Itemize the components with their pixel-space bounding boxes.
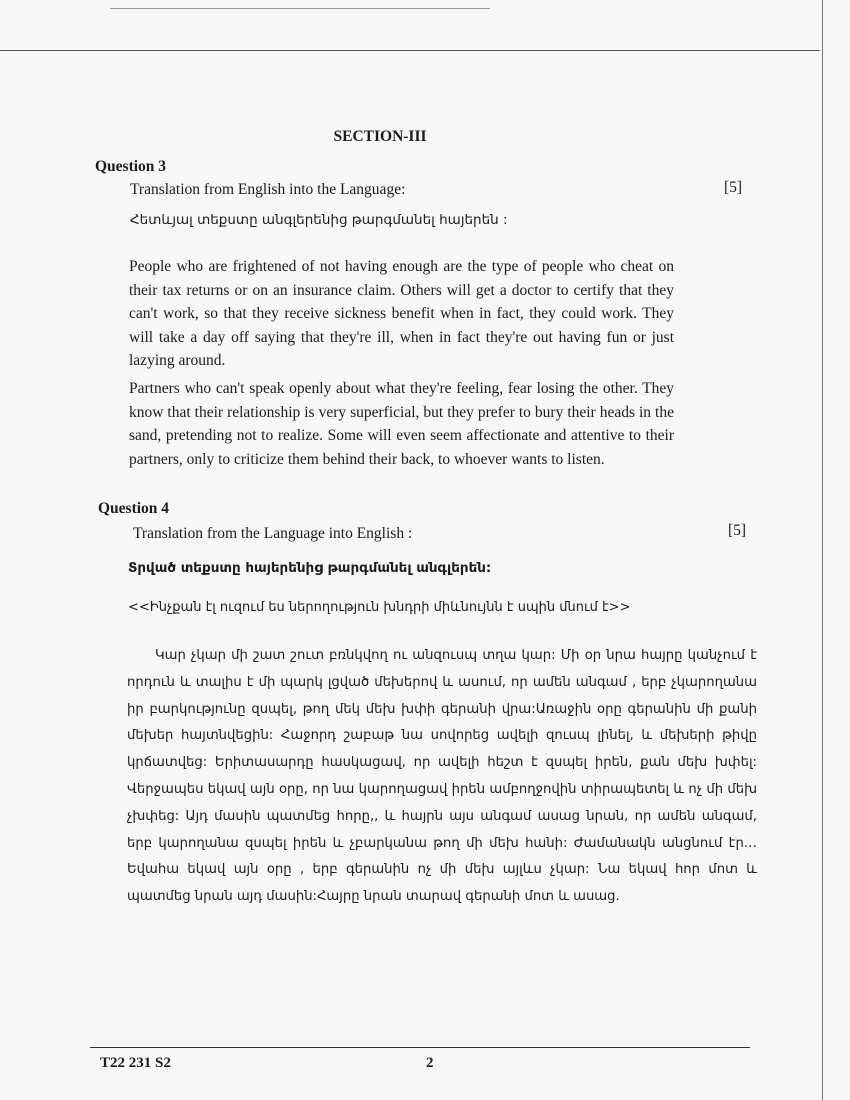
question-3-heading: Question 3 <box>95 158 167 175</box>
footer-paper-code: T22 231 S2 <box>100 1055 171 1071</box>
question-3-marks: [5] <box>724 179 743 196</box>
question-3-instruction: Translation from English into the Language: <box>130 181 406 198</box>
question-4-instruction: Translation from the Language into English : <box>133 525 413 542</box>
section-title: SECTION-III <box>333 128 427 145</box>
question-3-armenian-instruction: Հետևյալ տեքստը անգլերենից թարգմանել հայերեն : <box>130 212 508 228</box>
question-4-marks: [5] <box>728 522 747 539</box>
scan-page-edge <box>822 0 823 1100</box>
question-4-heading: Question 4 <box>98 500 170 517</box>
scan-artifact-line <box>0 50 820 51</box>
question-4-armenian-instruction: Տրված տեքստը հայերենից թարգմանել անգլերեն: <box>128 560 492 576</box>
question-3-paragraph-1: People who are frightened of not having enough are the type of people who cheat on their tax returns or on an insurance claim. Others will get a doctor to certify that they can't work, so that they receive sickness benefit when in fact, they could work. They will take a day off saying that they're ill, when in fact they're out having fun or just lazying around. <box>129 258 674 370</box>
page-number: 2 <box>426 1055 434 1071</box>
footer-divider <box>90 1047 750 1048</box>
scan-artifact-line <box>110 8 490 9</box>
question-3-paragraph-2: Partners who can't speak openly about what they're feeling, fear losing the other. They know that their relationship is very superficial, but they prefer to bury their heads in the sand, pretending not to realize. Some will even seem affectionate and attentive to their partners, only to criticize them behind their back, to whoever wants to listen. <box>129 380 674 468</box>
question-4-armenian-title: <<Ինչքան էլ ուզում ես ներողություն խնդրի միևնույնն է սպին մնում է>> <box>128 600 631 615</box>
question-4-armenian-body: Կար չկար մի շատ շուտ բռնկվող ու անզուսպ տղա կար: Մի օր նրա հայրը կանչում է որդուն և տալիս է մի պարկ լցված մեխերով և ասում, որ ամեն անգամ , երբ չկարողանա իր բարկությունը զսպել, թող մեկ մեխ խփի գերանի վրա:Առաջին օրը գերանին մի քանի մեխեր հայտնվեցին: Հաջորդ շաբաթ նա սովորեց ավելի զուսպ լինել, և մեխերի թիվը կրճատվեց: Երիտասարդը հասկացավ, որ ավելի հեշտ է զսպել իրեն, քան մեխ խփել: Վերջապես եկավ այն օրը, որ նա կարողացավ իրեն ամբողջովին տիրապետել և ոչ մի մեխ չխփեց: Այդ մասին պատմեց հորը,, և հայրն այս անգամ ասաց նրան, որ ամեն անգամ, երբ կարողանա զսպել իրեն և չբարկանա թող մի մեխ հանի: Ժամանակն անցնում էր…Եվահա եկավ այն օրը , երբ գերանին ոչ մի մեխ այլևս չկար: Նա եկավ հոր մոտ և պատմեց նրան այդ մասին:Հայրը նրան տարավ գերանի մոտ և ասաց. <box>127 648 757 905</box>
